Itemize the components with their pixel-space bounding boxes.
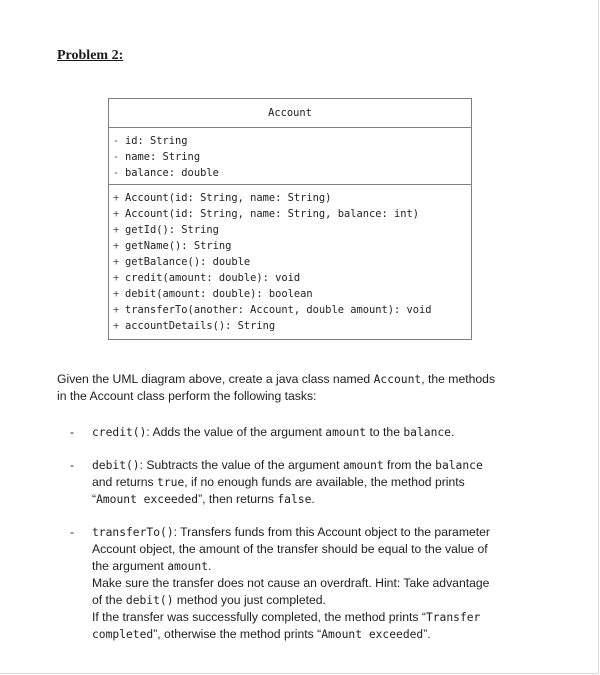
uml-method: + credit(amount: double): void (113, 272, 301, 284)
uml-attribute: - id: String (113, 135, 188, 147)
uml-method: + Account(id: String, name: String) (113, 192, 332, 204)
bullet-credit: - credit(): Adds the value of the argument amount to the balance. (70, 425, 455, 439)
intro-paragraph: Given the UML diagram above, create a java class named Account, the methods in the Account class perform the following tasks: (57, 372, 496, 403)
uml-method: + accountDetails(): String (113, 320, 276, 332)
uml-method: + transferTo(another: Account, double amount): void (113, 304, 432, 316)
uml-method: + getBalance(): double (113, 256, 251, 268)
uml-attributes (109, 128, 471, 185)
uml-attribute: - balance: double (113, 167, 219, 179)
problem-heading: Problem 2: (57, 48, 124, 63)
uml-attribute: - name: String (113, 151, 201, 163)
uml-method: + debit(amount: double): boolean (113, 288, 313, 300)
uml-class-name: Account (109, 99, 471, 128)
bullet-transfer: - transferTo(): Transfers funds from this Account object to the parameter Account object, the amount of the transfer should be equal to the value of the argument amount. Make sure the transfer does not cause an overdraft. Hint: Take advantage of the debit() method you just completed. If the transfer was successfully completed, the method prints “Transfer completed”, otherwise the method prints “Amount exceeded”. (70, 525, 490, 641)
bullet-debit: - debit(): Subtracts the value of the argument amount from the balance and returns true, if no enough funds are available, the method prints “Amount exceeded”, then returns false. (70, 458, 483, 506)
uml-class-diagram (108, 98, 472, 340)
uml-method: + getName(): String (113, 240, 232, 252)
uml-method: + getId(): String (113, 224, 219, 236)
uml-method: + Account(id: String, name: String, balance: int) (113, 208, 420, 220)
uml-methods (109, 185, 471, 339)
